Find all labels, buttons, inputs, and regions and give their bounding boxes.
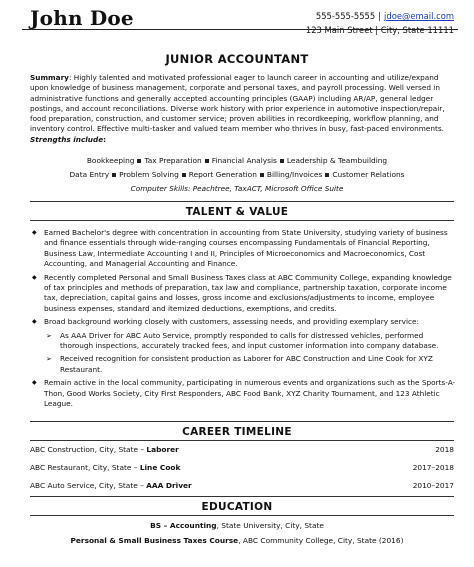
strengths-label: Strengths include — [30, 134, 104, 144]
skill-item: Financial Analysis — [211, 156, 277, 165]
bullet-item: ◆ Earned Bachelor's degree with concentration in accounting from State University, studying variety of business and finance essentials through wide-ranging courses encompassing Fundamentals of Financial Reporting, Business Law, Intermediate Accounting I and II, Principles of Microeconomics and Macroeconomics, Cost Accounting, and Managerial Accounting and Finance. — [30, 228, 456, 270]
job-role: AAA Driver — [146, 481, 192, 490]
skill-item: Report Generation — [188, 170, 257, 179]
timeline-years: 2017–2018 — [412, 463, 454, 472]
skill-item: Customer Relations — [332, 170, 405, 179]
section-divider — [30, 421, 454, 422]
section-divider — [30, 515, 454, 516]
section-divider — [30, 201, 454, 202]
skill-item: Bookkeeping — [86, 156, 135, 165]
company-name: ABC Auto Service, City, State – — [30, 481, 147, 490]
section-divider — [30, 440, 454, 441]
job-role: Line Cook — [139, 463, 181, 472]
talent-bullets — [30, 228, 456, 410]
contact-block — [306, 9, 454, 37]
degree-name: BS – Accounting — [150, 521, 217, 530]
skill-item: Billing/Invoices — [266, 170, 323, 179]
career-timeline — [30, 445, 454, 499]
skill-item: Problem Solving — [119, 170, 179, 179]
education-line-2 — [0, 536, 474, 545]
bullet-item: ◆ Broad background working closely with customers, assessing needs, and providing exemplary service: — [30, 317, 456, 327]
section-divider — [30, 496, 454, 497]
skills-row-2 — [0, 170, 474, 179]
company-name: ABC Construction, City, State – — [30, 445, 147, 454]
phone-number: 555-555-5555 — [315, 11, 376, 21]
candidate-name: John Doe — [30, 6, 134, 30]
education-section-title: EDUCATION — [201, 501, 273, 513]
skill-item: Leadership & Teambuilding — [286, 156, 388, 165]
summary-label: Summary — [30, 73, 69, 82]
header-divider — [22, 29, 458, 30]
sub-bullet-item: ➢ As AAA Driver for ABC Auto Service, promptly responded to calls for distressed vehicles, performed thorough inspections, accurately tracked fees, and input customer information into company database. — [30, 331, 456, 352]
timeline-entry — [30, 481, 192, 490]
talent-section-title: TALENT & VALUE — [185, 206, 289, 218]
timeline-section-title: CAREER TIMELINE — [182, 426, 292, 438]
bullet-square — [280, 159, 284, 163]
sub-bullet-item: ➢ Received recognition for consistent production as Laborer for ABC Construction and Line Cook for XYZ Restaurant. — [30, 354, 456, 375]
timeline-years: 2018 — [435, 445, 454, 454]
timeline-entry — [30, 445, 179, 454]
skill-item: Data Entry — [69, 170, 110, 179]
job-role: Laborer — [146, 445, 179, 454]
bullet-square — [325, 173, 329, 177]
timeline-row — [30, 463, 454, 481]
bullet-square — [112, 173, 116, 177]
timeline-years: 2010–2017 — [412, 481, 454, 490]
email-link[interactable]: jdoe@email.com — [384, 11, 454, 21]
contact-line-1 — [306, 9, 454, 23]
bullet-item: ◆ Remain active in the local community, participating in numerous events and organizations such as the Sports-A-Thon, Good Works Society, City First Responders, ABC Food Bank, XYZ Charity Tournament, and 123 Athletic League. — [30, 378, 456, 409]
company-name: ABC Restaurant, City, State – — [30, 463, 140, 472]
address-line: 123 Main Street | City, State 11111 — [305, 25, 454, 35]
skills-row-1 — [0, 156, 474, 165]
computer-skills: Computer Skills: Peachtree, TaxACT, Microsoft Office Suite — [130, 184, 344, 193]
summary-text: : Highly talented and motivated professional eager to launch career in accounting and utilize/expand upon knowledge of business management, corporate and personal taxes, and payroll processing. Well versed in administrative functions and generally accepted accounting principles (GAAP) including AR/AP, general ledger postings, and account reconciliations. Diverse work history with prior experience in automotive inspection/repair, food preparation, construction, and customer service; proven abilities in recordkeeping, workflow planning, and inventory control. Effective multi-tasker and valued team member who thrives in busy, fast-paced environments. — [30, 73, 445, 134]
degree-school: , State University, City, State — [216, 521, 324, 530]
summary-paragraph: Summary: Highly talented and motivated professional eager to launch career in accounting and utilize/expand upon knowledge of business management, corporate and personal taxes, and payroll processing. Well versed in administrative functions and generally accepted accounting principles (GAAP) including AR/AP, general ledger postings, and account reconciliations. Diverse work history with prior experience in automotive inspection/repair, food preparation, construction, and customer service; proven abilities in recordkeeping, workflow planning, and inventory control. Effective multi-tasker and valued team member who thrives in busy, fast-paced environments. Strengths include: — [30, 73, 445, 144]
section-divider — [30, 220, 454, 221]
timeline-entry — [30, 463, 180, 472]
bullet-item: ◆ Recently completed Personal and Small Business Taxes class at ABC Community College, expanding knowledge of tax principles and methods of preparation, tax law and compliance, partnership taxation, corporate income tax, depreciation, capital gains and losses, gross income and exclusions/adjustments to income, employee business expenses, standard and itemized deductions, exemptions, and credits. — [30, 273, 456, 315]
skill-item: Tax Preparation — [144, 156, 202, 165]
bullet-square — [137, 159, 141, 163]
course-school: , ABC Community College, City, State (2016) — [238, 536, 404, 545]
education-line-1 — [0, 521, 474, 530]
objective-title: JUNIOR ACCOUNTANT — [165, 52, 309, 66]
separator: | — [378, 11, 382, 21]
timeline-row — [30, 445, 454, 463]
bullet-square — [182, 173, 186, 177]
bullet-square — [260, 173, 264, 177]
bullet-square — [205, 159, 209, 163]
course-name: Personal & Small Business Taxes Course — [70, 536, 239, 545]
